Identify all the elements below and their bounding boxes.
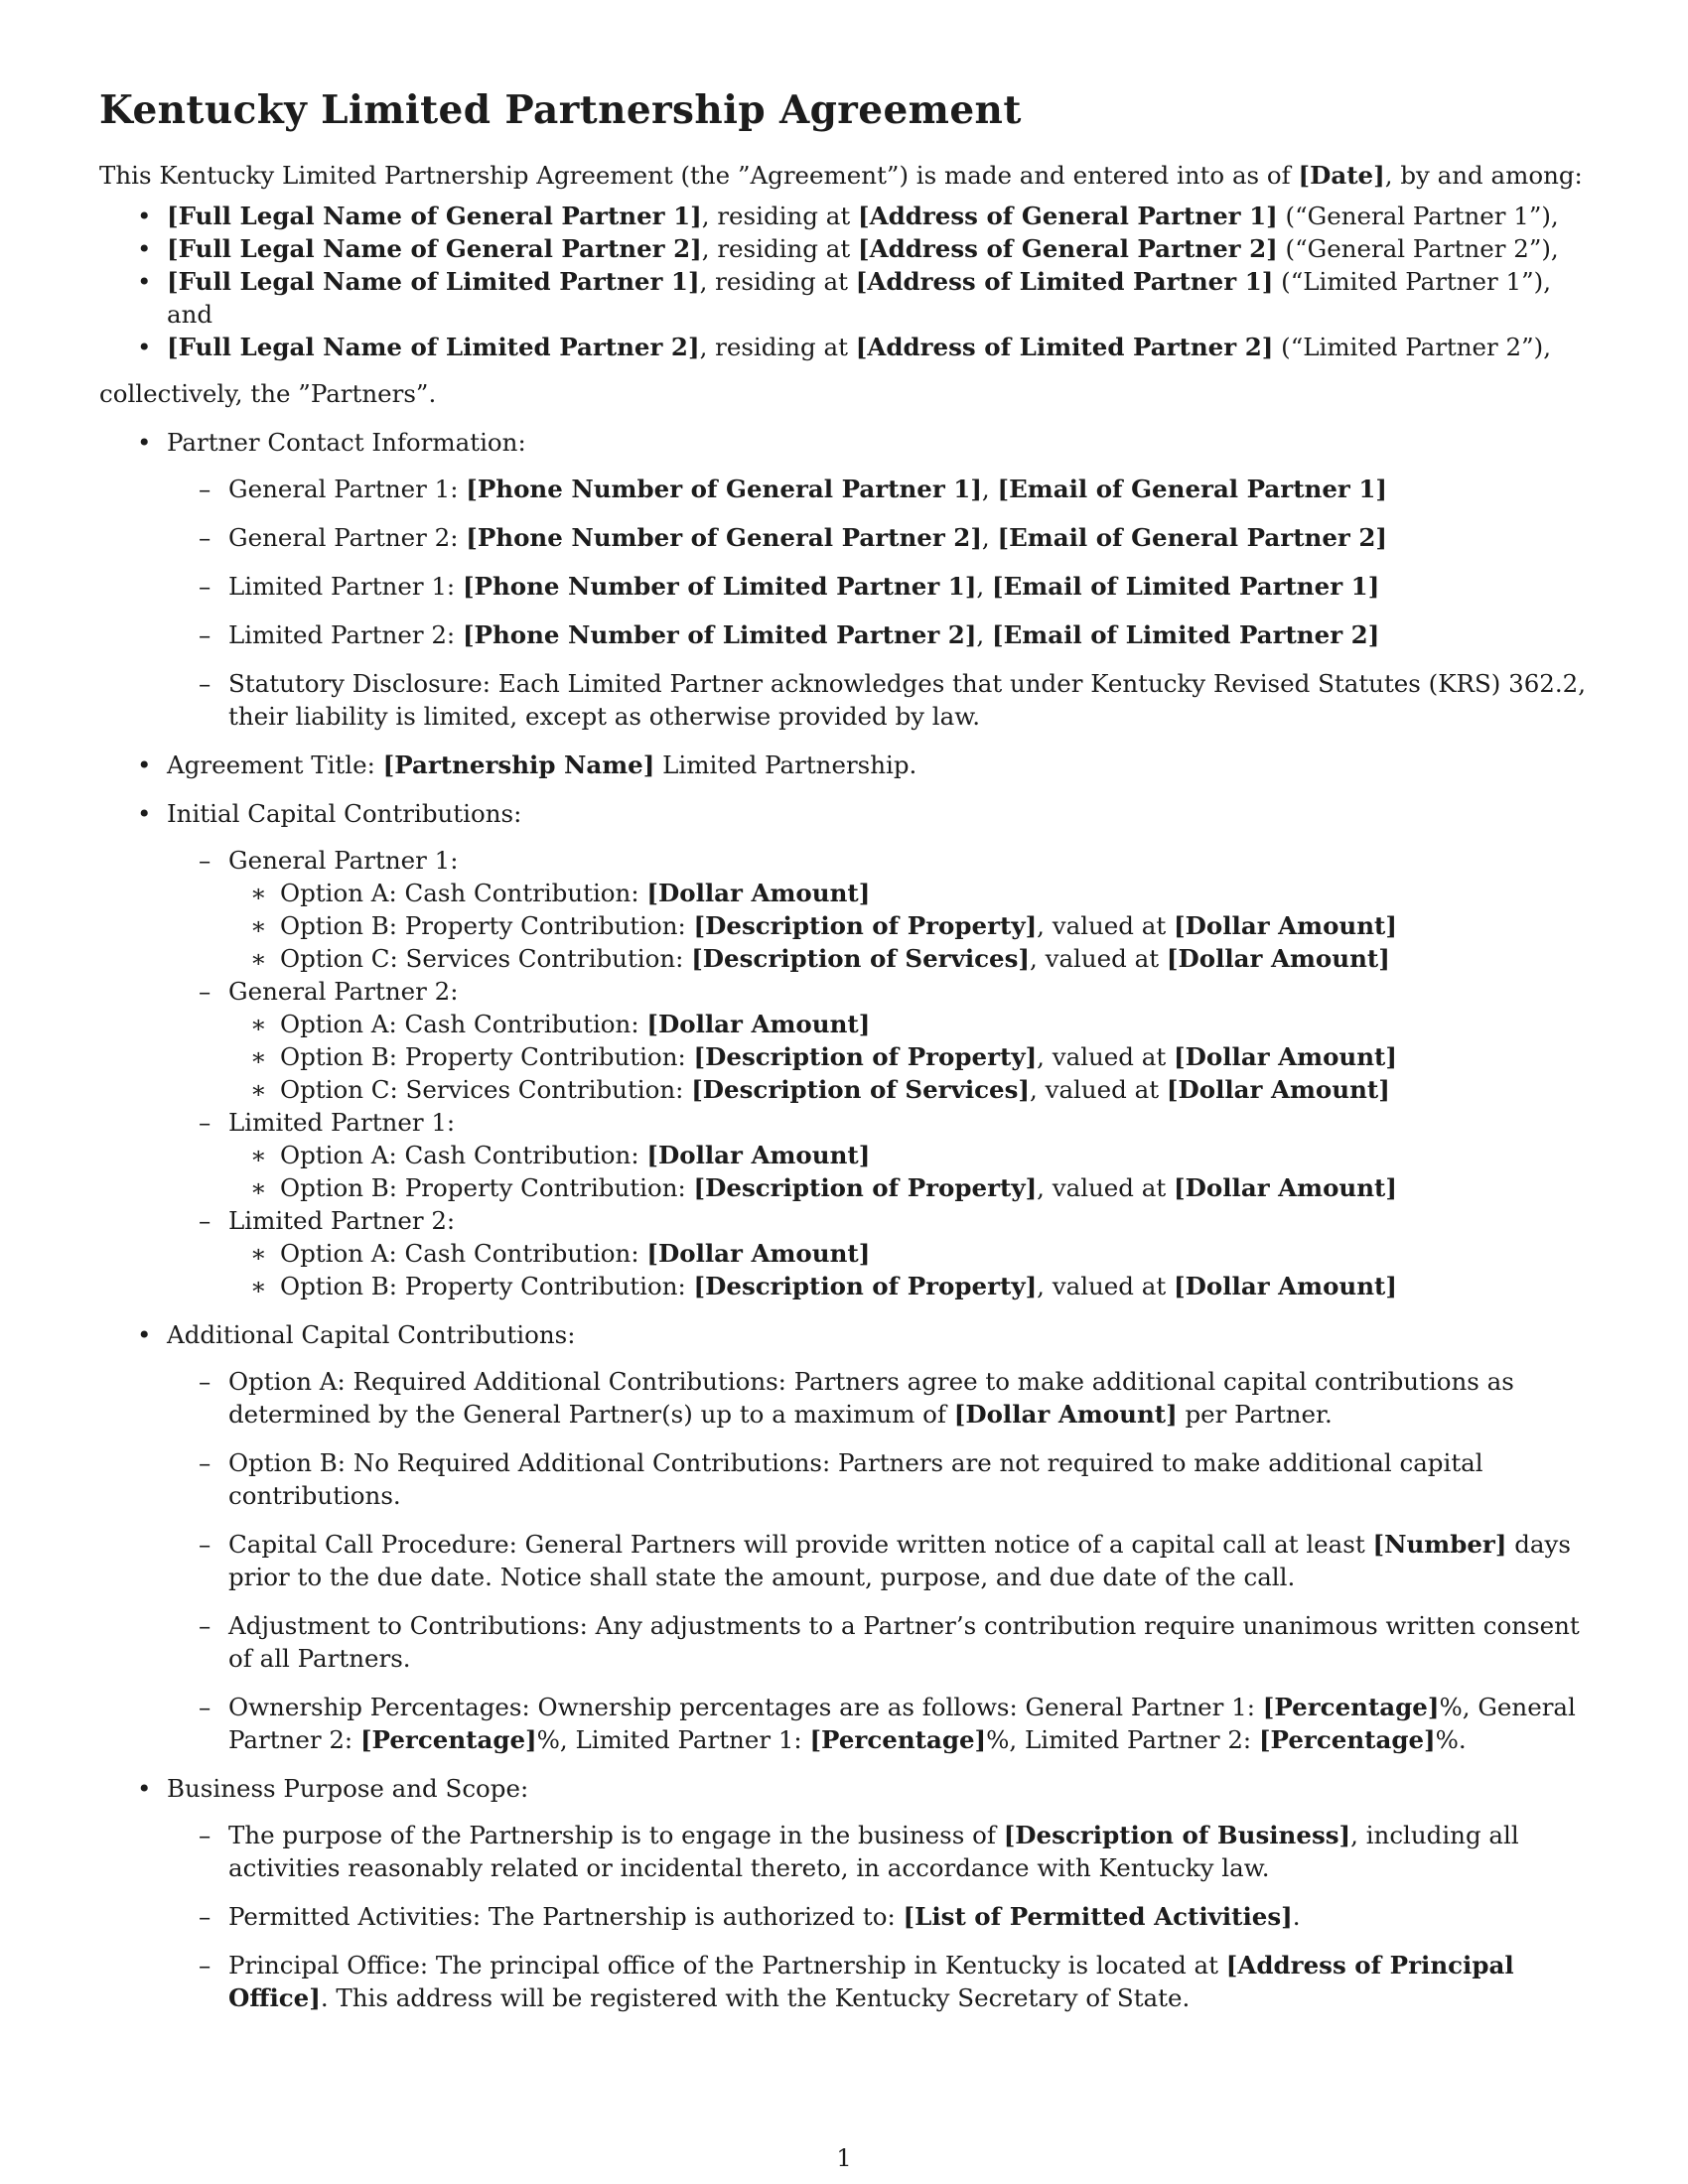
- statutory-disclosure: – Statutory Disclosure: Each Limited Partner acknowledges that under Kentucky Revised Statutes (KRS) 362.2, their liability is limited, except as otherwise provided by law.: [99, 667, 1594, 733]
- collectively-line: collectively, the ”Partners”.: [99, 379, 437, 408]
- section-label: Partner Contact Information:: [167, 428, 526, 457]
- option-list: [99, 1237, 1594, 1302]
- document-title: Kentucky Limited Partnership Agreement: [99, 87, 1022, 133]
- partner-contributions: – Limited Partner 1: ∗ Option A: Cash Contribution: [Dollar Amount] ∗ Option B: Property Contribution: [Description of Property], valued at [Dollar Amount]: [99, 1106, 1594, 1204]
- section-label: Initial Capital Contributions:: [167, 799, 522, 828]
- option-list: [99, 1139, 1594, 1204]
- partner-contributions: – Limited Partner 2: ∗ Option A: Cash Contribution: [Dollar Amount] ∗ Option B: Property Contribution: [Description of Property], valued at [Dollar Amount]: [99, 1204, 1594, 1302]
- section-additional-contributions: [99, 1318, 1594, 1756]
- option-item: ∗ Option A: Cash Contribution: [Dollar Amount]: [99, 1139, 1594, 1171]
- contact-item: – Limited Partner 1: [Phone Number of Limited Partner 1], [Email of Limited Partner 1]: [99, 570, 1594, 603]
- additional-option-a: – Option A: Required Additional Contributions: Partners agree to make additional capital contributions as determined by the General Partner(s) up to a maximum of [Dollar Amount] per Partner.: [99, 1365, 1594, 1431]
- contact-item: – Limited Partner 2: [Phone Number of Limited Partner 2], [Email of Limited Partner 2]: [99, 618, 1594, 651]
- section-contact: [99, 426, 1594, 733]
- page-number: 1: [836, 2144, 852, 2172]
- contact-item: – General Partner 1: [Phone Number of General Partner 1], [Email of General Partner 1]: [99, 473, 1594, 505]
- partner-contributions: – General Partner 1: ∗ Option A: Cash Contribution: [Dollar Amount] ∗ Option B: Property Contribution: [Description of Property], valued at [Dollar Amount] ∗ Option C: Services Contribution: [Description of Services], valued at [Dollar Amount]: [99, 844, 1594, 975]
- section-label: Business Purpose and Scope:: [167, 1774, 529, 1803]
- initial-list: [99, 844, 1594, 1302]
- option-item: ∗ Option A: Cash Contribution: [Dollar Amount]: [99, 1008, 1594, 1040]
- capital-call-procedure: – Capital Call Procedure: General Partners will provide written notice of a capital call at least [Number] days prior to the due date. Notice shall state the amount, purpose, and due date of the call.: [99, 1528, 1594, 1593]
- intro-paragraph: This Kentucky Limited Partnership Agreement (the ”Agreement”) is made and entered into as of [Date], by and among:: [99, 161, 1583, 190]
- section-initial-contributions: [99, 797, 1594, 1302]
- option-item: ∗ Option B: Property Contribution: [Description of Property], valued at [Dollar Amount]: [99, 1040, 1594, 1073]
- option-item: ∗ Option A: Cash Contribution: [Dollar Amount]: [99, 1237, 1594, 1270]
- option-item: ∗ Option B: Property Contribution: [Description of Property], valued at [Dollar Amount]: [99, 1270, 1594, 1302]
- option-list: [99, 1008, 1594, 1106]
- section-label: Additional Capital Contributions:: [167, 1320, 576, 1349]
- permitted-activities: – Permitted Activities: The Partnership is authorized to: [List of Permitted Activities].: [99, 1900, 1594, 1933]
- option-item: ∗ Option B: Property Contribution: [Description of Property], valued at [Dollar Amount]: [99, 1171, 1594, 1204]
- additional-list: [99, 1365, 1594, 1756]
- document-body: [99, 159, 1594, 2030]
- party-item: • [Full Legal Name of General Partner 2], residing at [Address of General Partner 2] (“General Partner 2”),: [99, 232, 1594, 265]
- partner-contributions: – General Partner 2: ∗ Option A: Cash Contribution: [Dollar Amount] ∗ Option B: Property Contribution: [Description of Property], valued at [Dollar Amount] ∗ Option C: Services Contribution: [Description of Services], valued at [Dollar Amount]: [99, 975, 1594, 1106]
- main-sections: [99, 426, 1594, 2014]
- option-item: ∗ Option C: Services Contribution: [Description of Services], valued at [Dollar Amount]: [99, 1073, 1594, 1106]
- option-item: ∗ Option A: Cash Contribution: [Dollar Amount]: [99, 877, 1594, 909]
- section-business-purpose: [99, 1772, 1594, 2014]
- party-item: • [Full Legal Name of General Partner 1], residing at [Address of General Partner 1] (“General Partner 1”),: [99, 200, 1594, 232]
- parties-list: [99, 200, 1594, 363]
- principal-office: – Principal Office: The principal office of the Partnership in Kentucky is located at [Address of Principal Office]. This address will be registered with the Kentucky Secretary of State.: [99, 1949, 1594, 2014]
- section-agreement-title: • Agreement Title: [Partnership Name] Limited Partnership.: [99, 749, 1594, 781]
- ownership-percentages: – Ownership Percentages: Ownership percentages are as follows: General Partner 1: [Percentage]%, General Partner 2: [Percentage]%, Limited Partner 1: [Percentage]%, Limited Partner 2: [Percentage]%.: [99, 1691, 1594, 1756]
- contact-item: – General Partner 2: [Phone Number of General Partner 2], [Email of General Partner 2]: [99, 521, 1594, 554]
- contact-list: [99, 473, 1594, 733]
- additional-option-b: – Option B: No Required Additional Contributions: Partners are not required to make additional capital contributions.: [99, 1446, 1594, 1512]
- option-item: ∗ Option B: Property Contribution: [Description of Property], valued at [Dollar Amount]: [99, 909, 1594, 942]
- adjustment-to-contributions: – Adjustment to Contributions: Any adjustments to a Partner’s contribution require unanimous written consent of all Partners.: [99, 1609, 1594, 1675]
- party-item: • [Full Legal Name of Limited Partner 2], residing at [Address of Limited Partner 2] (“Limited Partner 2”),: [99, 331, 1594, 363]
- party-item: • [Full Legal Name of Limited Partner 1], residing at [Address of Limited Partner 1] (“Limited Partner 1”), and: [99, 265, 1594, 331]
- option-list: [99, 877, 1594, 975]
- business-purpose: – The purpose of the Partnership is to engage in the business of [Description of Business], including all activities reasonably related or incidental thereto, in accordance with Kentucky law.: [99, 1819, 1594, 1884]
- business-list: [99, 1819, 1594, 2014]
- option-item: ∗ Option C: Services Contribution: [Description of Services], valued at [Dollar Amount]: [99, 942, 1594, 975]
